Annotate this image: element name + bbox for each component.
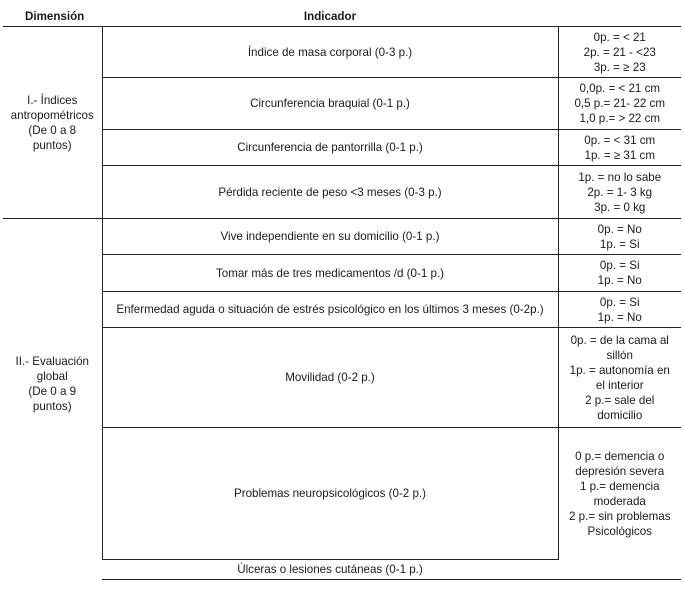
score-cell: [558, 130, 681, 166]
indicator-cell: Problemas neuropsicológicos (0-2 p.): [102, 428, 558, 560]
table-row: [3, 130, 681, 166]
header-score: [558, 6, 681, 27]
score-line: 0,0p. = < 21 cm: [579, 82, 661, 95]
indicator-cell: Índice de masa corporal (0-3 p.): [102, 27, 558, 78]
score-line: 0p. = de la cama al: [570, 333, 669, 347]
score-line: 2p. = 21 - <23: [583, 45, 656, 59]
score-line: 1p. = No: [597, 274, 642, 287]
dimension-line: I.- Índices: [27, 93, 78, 107]
score-line: 2 p.= sale del: [585, 393, 655, 407]
dimension-line: (De 0 a 9: [28, 385, 77, 398]
score-line: depresión severa: [575, 464, 665, 478]
dimension-line: global: [36, 370, 68, 383]
table-row: [3, 428, 681, 560]
dimension-line: II.- Evaluación: [15, 355, 89, 368]
score-line: 0 p.= demencia o: [575, 449, 665, 463]
score-line: 1p. = Si: [599, 237, 640, 251]
score-line: 1p. = autonomía en: [569, 363, 670, 377]
score-line: 1p. = ≥ 31 cm: [584, 148, 655, 162]
dimension-cell-global: [3, 219, 102, 580]
table-row: [3, 78, 681, 130]
indicator-cell: Circunferencia braquial (0-1 p.): [102, 78, 558, 130]
score-line: 0p. = Si: [599, 259, 640, 272]
indicator-cell: Pérdida reciente de peso <3 meses (0-3 p.): [102, 166, 558, 219]
indicator-cell: Vive independiente en su domicilio (0-1 p.): [102, 219, 558, 255]
header-indicator: Indicador: [102, 6, 558, 27]
score-line: el interior: [595, 378, 644, 392]
score-line: 0p. = No: [597, 222, 642, 236]
score-line: 1 p.= demencia: [579, 479, 660, 493]
score-cell: [558, 560, 681, 580]
score-line: 1,0 p.= > 22 cm: [579, 112, 661, 125]
score-line: 3p. = 0 kg: [594, 200, 646, 214]
score-line: 3p. = ≥ 23: [593, 60, 646, 74]
score-cell: [558, 78, 681, 130]
score-line: 2p. = 1- 3 kg: [587, 185, 653, 199]
nutrition-assessment-table: [3, 6, 681, 580]
table-row: [3, 166, 681, 219]
score-cell: [558, 328, 681, 428]
score-line: sillón: [606, 348, 633, 362]
score-line: 1p. = no lo sabe: [578, 170, 662, 184]
score-cell: [558, 27, 681, 78]
indicator-cell: Úlceras o lesiones cutáneas (0-1 p.): [102, 560, 558, 580]
score-line: domicilio: [597, 408, 643, 422]
table-row: [3, 27, 681, 78]
dimension-line: (De 0 a 8: [28, 123, 77, 137]
dimension-line: puntos): [32, 138, 72, 152]
indicator-cell: Tomar más de tres medicamentos /d (0-1 p.): [102, 255, 558, 292]
dimension-line: puntos): [32, 400, 72, 413]
score-line: 0p. = Si: [599, 295, 640, 309]
score-cell: [558, 255, 681, 292]
table-row: [3, 219, 681, 255]
indicator-cell: Movilidad (0-2 p.): [102, 328, 558, 428]
table-row: [3, 560, 681, 580]
header-row: [3, 6, 681, 27]
indicator-cell: Enfermedad aguda o situación de estrés psicológico en los últimos 3 meses (0-2p.): [102, 292, 558, 328]
score-line: Psicológicos: [587, 524, 652, 538]
score-line: 1p. = No: [597, 310, 642, 324]
score-line: 0p. = < 21: [593, 30, 646, 44]
score-cell: [558, 292, 681, 328]
table-row: [3, 328, 681, 428]
dimension-line: antropométricos: [10, 108, 94, 122]
dimension-cell-anthropometric: [3, 27, 102, 219]
table-row: [3, 255, 681, 292]
score-line: 2 p.= sin problemas: [568, 509, 671, 523]
score-cell: [558, 219, 681, 255]
score-line: 0p. = < 31 cm: [584, 133, 656, 147]
score-cell: [558, 166, 681, 219]
score-line: 0,5 p.= 21- 22 cm: [574, 97, 666, 110]
score-cell: [558, 428, 681, 560]
indicator-cell: Circunferencia de pantorrilla (0-1 p.): [102, 130, 558, 166]
header-dimension: Dimensión: [3, 6, 102, 27]
table-row: [3, 292, 681, 328]
score-line: moderada: [593, 494, 646, 508]
